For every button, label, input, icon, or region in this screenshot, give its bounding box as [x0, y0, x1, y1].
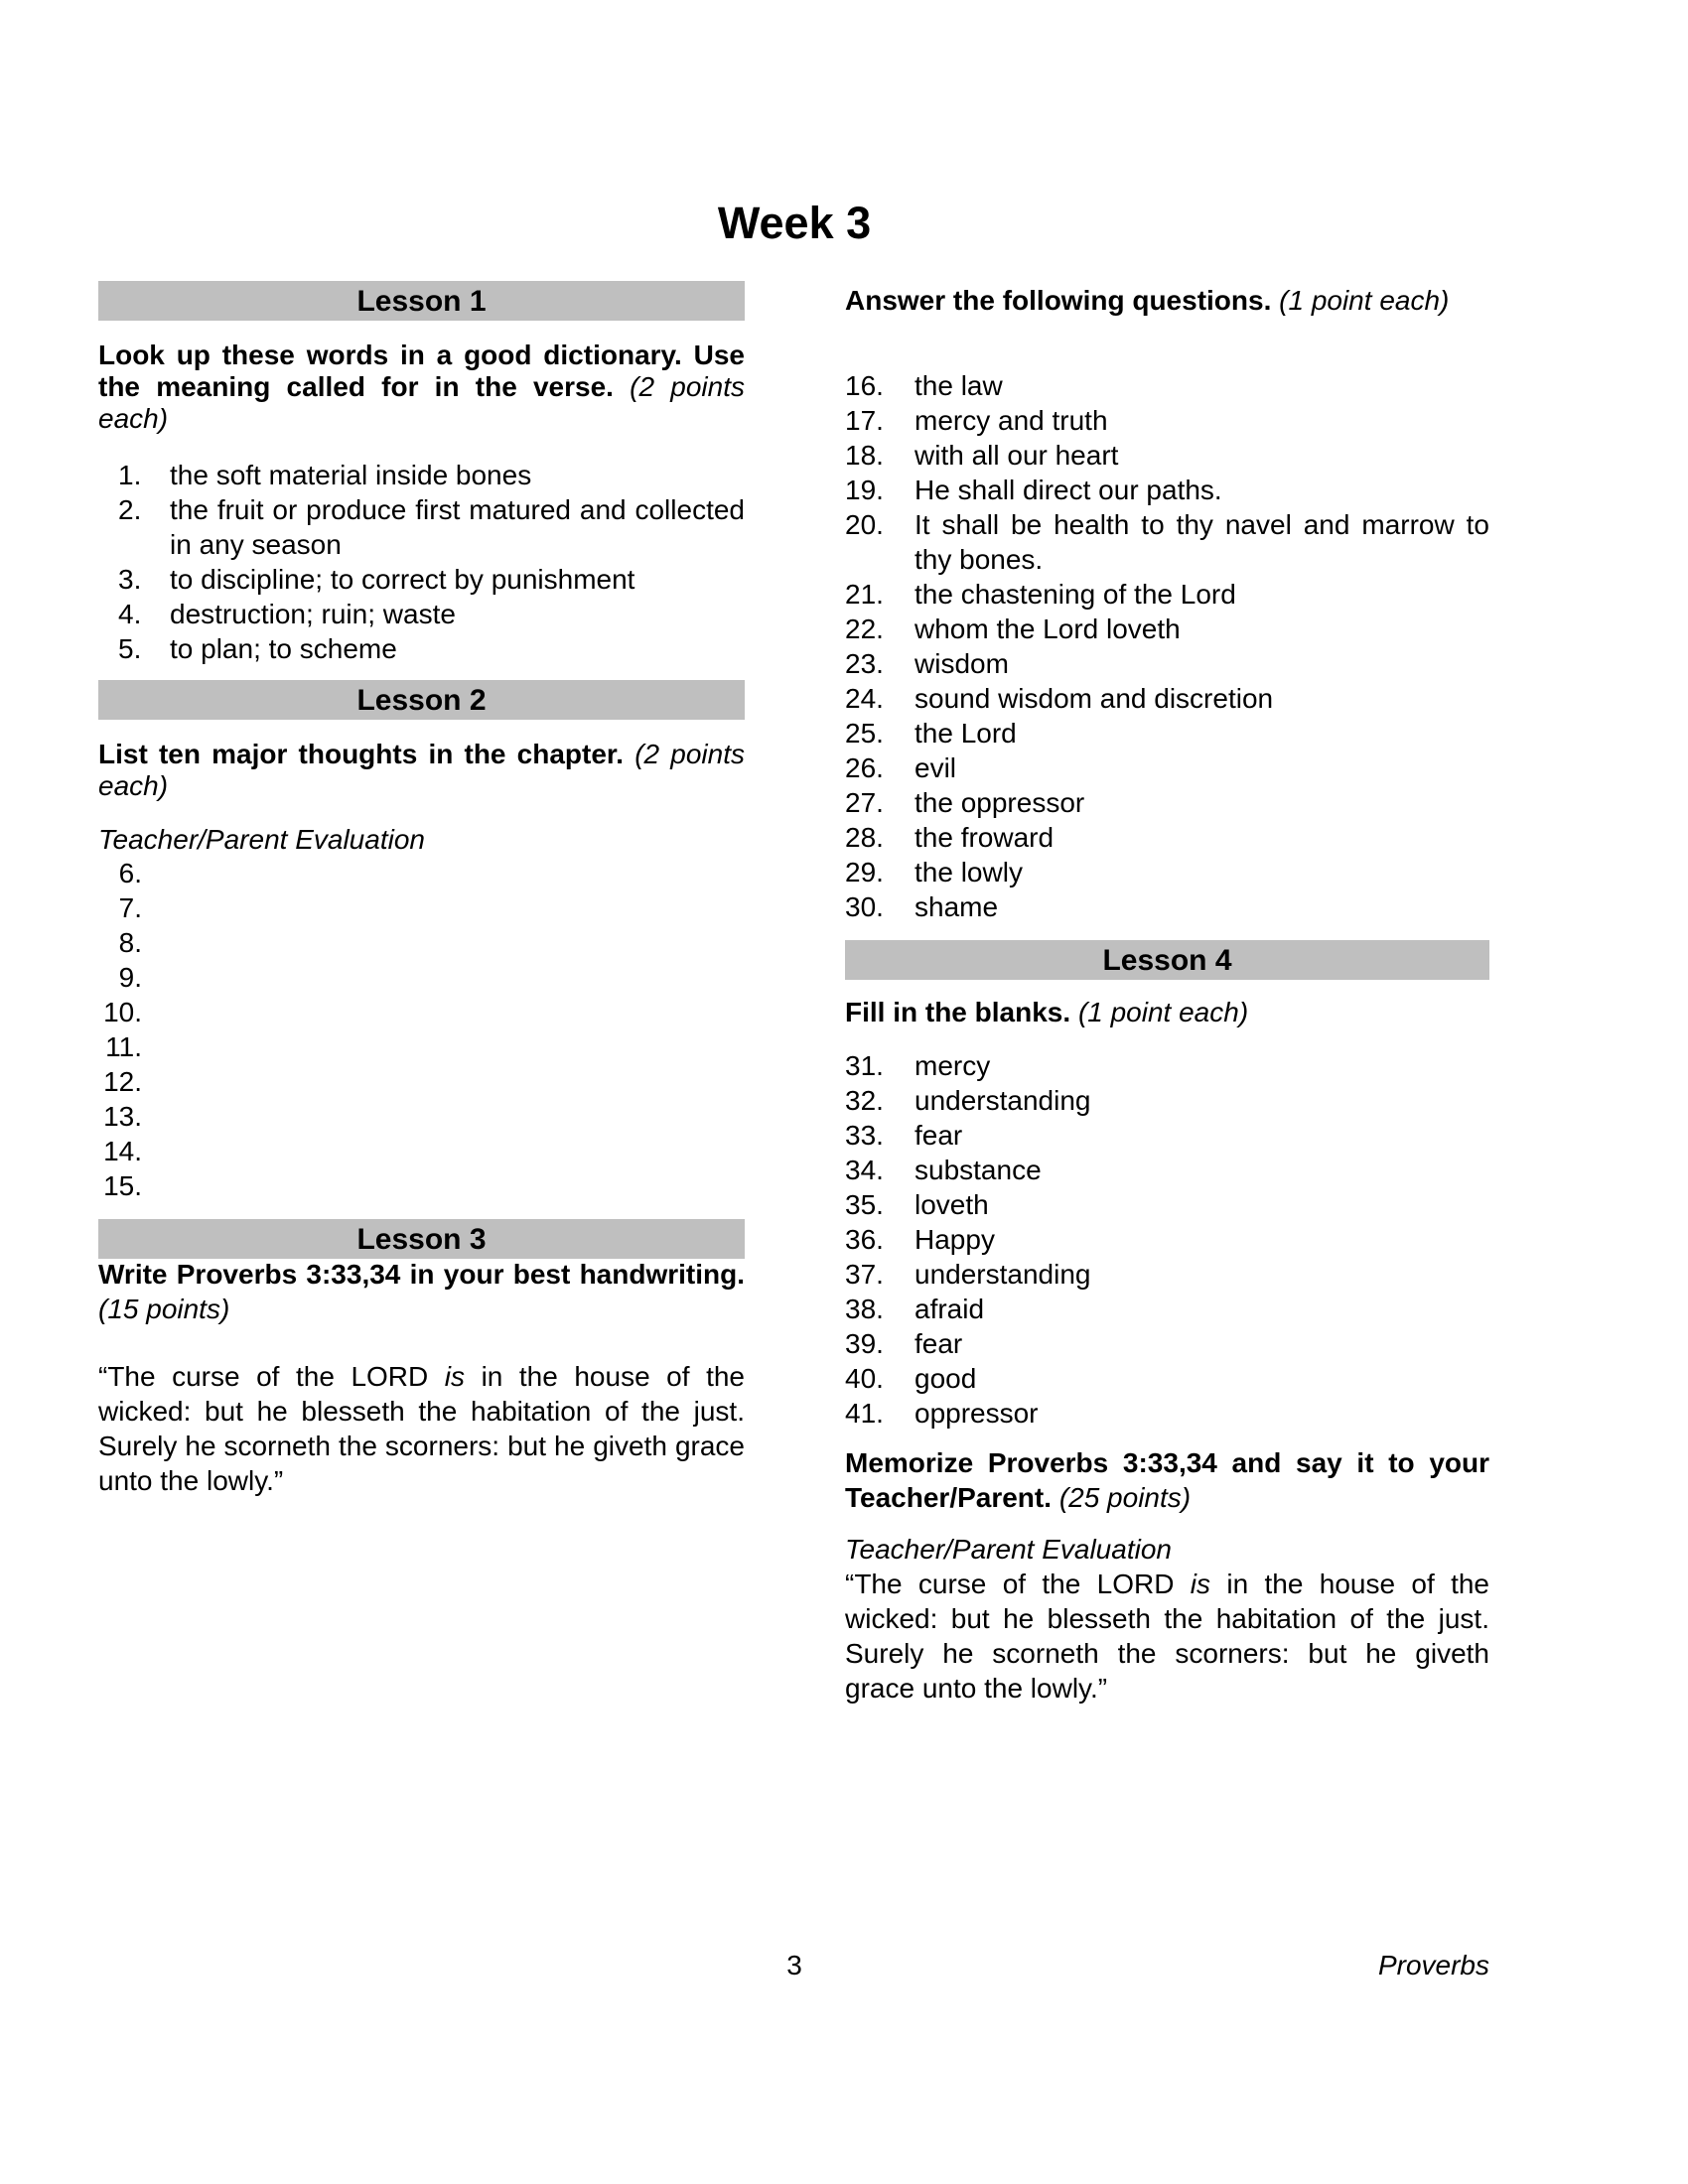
list-item: [98, 995, 745, 1029]
lesson-2-points: (2 points each): [98, 739, 745, 801]
item-number: 17.: [845, 405, 884, 436]
list-item: [845, 1118, 1489, 1153]
item-text: He shall direct our paths.: [914, 475, 1222, 505]
lesson-4-verse-quote: [845, 1567, 1489, 1706]
list-item: [845, 1396, 1489, 1431]
lesson-1-definition-list: [98, 458, 745, 666]
quote-text: in the house of the wicked: but he blesseth the habitation of the just. Surely he scorneth the scorners: but he giveth grace unto the lowly.”: [98, 1361, 745, 1496]
item-number: 1.: [118, 460, 142, 490]
list-item: [845, 1187, 1489, 1222]
item-text: understanding: [914, 1259, 1091, 1290]
list-item: [845, 716, 1489, 751]
list-item: [845, 1222, 1489, 1257]
item-number: 36.: [845, 1224, 884, 1255]
lesson-3-verse-quote: [98, 1359, 745, 1498]
list-item: [845, 855, 1489, 889]
list-item: [98, 1029, 745, 1064]
item-number: 37.: [845, 1259, 884, 1290]
quote-italic-word: is: [1190, 1569, 1211, 1599]
item-text: shame: [914, 891, 999, 922]
page-number: 3: [786, 1950, 802, 1980]
item-text: fear: [914, 1328, 963, 1359]
item-text: destruction; ruin; waste: [170, 599, 456, 629]
lesson-4-heading: Lesson 4: [1102, 944, 1232, 977]
list-item: [845, 507, 1489, 577]
item-text: understanding: [914, 1085, 1091, 1116]
item-number: 14.: [103, 1136, 142, 1166]
list-item: [98, 1134, 745, 1168]
item-text: the soft material inside bones: [170, 460, 532, 490]
list-item: [98, 1099, 745, 1134]
item-text: the chastening of the Lord: [914, 579, 1236, 610]
item-text: the law: [914, 370, 1003, 401]
lesson-1-instruction: [98, 340, 745, 435]
questions-instruction-text: Answer the following questions.: [845, 285, 1272, 316]
item-text: to discipline; to correct by punishment: [170, 564, 635, 595]
item-text: whom the Lord loveth: [914, 614, 1181, 644]
quote-text: in the house of the wicked: but he blesseth the habitation of the just. Surely he scorneth the scorners: but he giveth grace unto the lowly.”: [845, 1569, 1489, 1704]
item-text: with all our heart: [914, 440, 1119, 471]
item-text: mercy and truth: [914, 405, 1108, 436]
item-number: 40.: [845, 1363, 884, 1394]
list-item: [845, 1048, 1489, 1083]
item-number: 21.: [845, 579, 884, 610]
lesson-2-heading: Lesson 2: [356, 684, 487, 717]
item-number: 19.: [845, 475, 884, 505]
list-item: [845, 751, 1489, 785]
list-item: [845, 403, 1489, 438]
item-number: 10.: [103, 997, 142, 1027]
item-number: 29.: [845, 857, 884, 887]
item-number: 25.: [845, 718, 884, 749]
lesson-4-instruction-text: Fill in the blanks.: [845, 997, 1071, 1027]
item-text: evil: [914, 752, 957, 783]
item-text: the fruit or produce first matured and collected in any season: [170, 494, 745, 560]
lesson-3-points: (15 points): [98, 1294, 230, 1324]
item-number: 30.: [845, 891, 884, 922]
item-number: 2.: [118, 494, 142, 525]
item-text: good: [914, 1363, 977, 1394]
item-text: substance: [914, 1155, 1042, 1185]
item-number: 3.: [118, 564, 142, 595]
quote-italic-word: is: [444, 1361, 466, 1392]
item-text: oppressor: [914, 1398, 1039, 1429]
list-item: [845, 612, 1489, 646]
list-item: [98, 631, 745, 666]
list-item: [98, 1064, 745, 1099]
item-number: 11.: [105, 1031, 142, 1062]
item-number: 7.: [118, 892, 142, 923]
item-number: 39.: [845, 1328, 884, 1359]
lesson-3-instruction: [98, 1257, 745, 1326]
item-number: 41.: [845, 1398, 884, 1429]
list-item: [845, 1292, 1489, 1326]
item-number: 6.: [118, 858, 142, 888]
item-number: 28.: [845, 822, 884, 853]
item-number: 38.: [845, 1294, 884, 1324]
list-item: [845, 889, 1489, 924]
questions-points: (1 point each): [1279, 285, 1450, 316]
item-text: the oppressor: [914, 787, 1085, 818]
list-item: [98, 562, 745, 597]
list-item: [98, 856, 745, 890]
memorize-instruction: [845, 1445, 1489, 1515]
item-text: afraid: [914, 1294, 985, 1324]
list-item: [845, 1257, 1489, 1292]
list-item: [845, 368, 1489, 403]
list-item: [845, 820, 1489, 855]
lesson-3-heading-bar: [98, 1219, 745, 1259]
questions-answer-list: [845, 368, 1489, 924]
lesson-1-heading: Lesson 1: [356, 285, 487, 318]
item-number: 27.: [845, 787, 884, 818]
lesson-1-heading-bar: [98, 281, 745, 321]
list-item: [98, 890, 745, 925]
item-number: 22.: [845, 614, 884, 644]
list-item: [98, 960, 745, 995]
lesson-2-instruction: [98, 739, 745, 802]
list-item: [845, 681, 1489, 716]
lesson-2-thought-list: [98, 856, 745, 1203]
item-text: It shall be health to thy navel and marrow to thy bones.: [914, 509, 1489, 575]
list-item: [845, 1326, 1489, 1361]
lesson-2-instruction-text: List ten major thoughts in the chapter.: [98, 739, 625, 769]
item-text: the lowly: [914, 857, 1023, 887]
item-text: wisdom: [914, 648, 1009, 679]
item-number: 13.: [103, 1101, 142, 1132]
item-number: 32.: [845, 1085, 884, 1116]
item-number: 16.: [845, 370, 884, 401]
item-number: 24.: [845, 683, 884, 714]
lesson-4-instruction: [845, 997, 1489, 1028]
item-number: 4.: [118, 599, 142, 629]
list-item: [845, 473, 1489, 507]
item-text: to plan; to scheme: [170, 633, 397, 664]
item-number: 5.: [118, 633, 142, 664]
list-item: [845, 1083, 1489, 1118]
quote-text: “The curse of the LORD: [845, 1569, 1191, 1599]
item-number: 9.: [118, 962, 142, 993]
item-number: 34.: [845, 1155, 884, 1185]
item-text: fear: [914, 1120, 963, 1151]
memorize-points: (25 points): [1058, 1482, 1192, 1513]
lesson-3-heading: Lesson 3: [356, 1223, 487, 1256]
quote-text: “The curse of the LORD: [98, 1361, 445, 1392]
questions-instruction: [845, 285, 1489, 317]
page-title: Week 3: [717, 198, 872, 248]
list-item: [845, 1153, 1489, 1187]
lesson-4-points: (1 point each): [1077, 997, 1249, 1027]
lesson-1-instruction-text: Look up these words in a good dictionary. Use the meaning called for in the verse.: [98, 340, 745, 402]
item-number: 35.: [845, 1189, 884, 1220]
list-item: [98, 597, 745, 631]
lesson-4-heading-bar: [845, 940, 1489, 980]
item-text: loveth: [914, 1189, 989, 1220]
item-number: 33.: [845, 1120, 884, 1151]
lesson-1-points: (2 points each): [98, 371, 745, 434]
lesson-4-evaluation-label: Teacher/Parent Evaluation: [845, 1534, 1172, 1565]
item-text: the Lord: [914, 718, 1017, 749]
item-text: Happy: [914, 1224, 995, 1255]
item-number: 15.: [103, 1170, 142, 1201]
lesson-2-heading-bar: [98, 680, 745, 720]
item-number: 8.: [118, 927, 142, 958]
item-text: sound wisdom and discretion: [914, 683, 1274, 714]
list-item: [98, 458, 745, 492]
footer-book-title: Proverbs: [1377, 1950, 1489, 1980]
list-item: [845, 646, 1489, 681]
item-number: 23.: [845, 648, 884, 679]
item-number: 20.: [845, 509, 884, 540]
item-text: the froward: [914, 822, 1055, 853]
list-item: [98, 492, 745, 562]
list-item: [845, 785, 1489, 820]
memorize-instruction-text: Memorize Proverbs 3:33,34 and say it to your Teacher/Parent.: [845, 1447, 1489, 1513]
item-number: 31.: [845, 1050, 884, 1081]
list-item: [845, 577, 1489, 612]
item-text: mercy: [914, 1050, 991, 1081]
lesson-4-blanks-list: [845, 1048, 1489, 1431]
item-number: 26.: [845, 752, 884, 783]
list-item: [845, 1361, 1489, 1396]
item-number: 12.: [103, 1066, 142, 1097]
list-item: [845, 438, 1489, 473]
lesson-2-evaluation-label: Teacher/Parent Evaluation: [98, 824, 425, 855]
lesson-3-instruction-text: Write Proverbs 3:33,34 in your best handwriting.: [98, 1259, 745, 1290]
list-item: [98, 1168, 745, 1203]
item-number: 18.: [845, 440, 884, 471]
list-item: [98, 925, 745, 960]
